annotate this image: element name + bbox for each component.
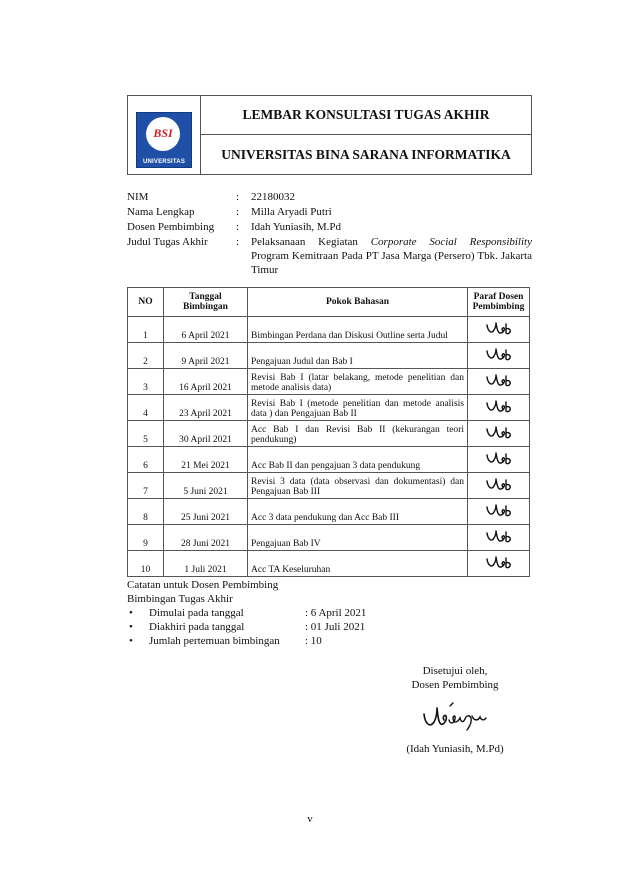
initials-signature-icon: [484, 372, 514, 391]
approval-line-1: Disetujui oleh,: [422, 665, 488, 677]
name-row: [127, 205, 532, 219]
advisor-row: [127, 220, 532, 234]
row-signature: [468, 395, 530, 421]
header-date: Tanggal Bimbingan: [164, 288, 248, 317]
logo-mark: BSI: [153, 126, 173, 140]
logo-cell: [128, 96, 201, 174]
header-box: [127, 95, 532, 175]
advisor-signature: [420, 700, 490, 736]
row-signature: [468, 473, 530, 499]
header-topic: Pokok Bahasan: [248, 288, 468, 317]
row-date: 9 April 2021: [164, 343, 248, 369]
table-header-row: [128, 288, 530, 317]
row-signature: [468, 499, 530, 525]
row-signature: [468, 317, 530, 343]
row-signature: [468, 551, 530, 577]
row-date: 21 Mei 2021: [164, 447, 248, 473]
notes-item: [127, 606, 366, 620]
colon: :: [236, 236, 240, 248]
initials-signature-icon: [484, 554, 514, 573]
row-topic: Acc TA Keseluruhan: [248, 551, 468, 577]
table-row: [128, 421, 530, 447]
table-row: [128, 473, 530, 499]
row-topic: Revisi Bab I (metode penelitian dan metode analisis data ) dan Pengajuan Bab II: [248, 395, 468, 421]
bullet-icon: •: [129, 621, 133, 633]
nim-value: 22180032: [251, 191, 295, 203]
row-number: 8: [128, 499, 164, 525]
notes-item: [127, 634, 366, 648]
row-topic: Pengajuan Judul dan Bab I: [248, 343, 468, 369]
consultation-table: [127, 287, 530, 577]
row-topic: Acc 3 data pendukung dan Acc Bab III: [248, 499, 468, 525]
row-number: 2: [128, 343, 164, 369]
initials-signature-icon: [484, 424, 514, 443]
notes-item-value: : 01 Juli 2021: [305, 621, 366, 633]
row-number: 3: [128, 369, 164, 395]
university-logo: [136, 112, 192, 168]
row-date: 5 Juni 2021: [164, 473, 248, 499]
notes-line-1: Catatan untuk Dosen Pembimbing: [127, 579, 279, 591]
row-date: 28 Juni 2021: [164, 525, 248, 551]
signer-name: (Idah Yuniasih, M.Pd): [406, 743, 504, 755]
bullet-icon: •: [129, 607, 133, 619]
initials-signature-icon: [484, 502, 514, 521]
table-row: [128, 551, 530, 577]
name-label: Nama Lengkap: [127, 206, 195, 218]
row-number: 6: [128, 447, 164, 473]
header-no: NO: [128, 288, 164, 317]
name-value: Milla Aryadi Putri: [251, 206, 332, 218]
thesis-title-value: [251, 235, 532, 277]
nim-label: NIM: [127, 191, 149, 203]
notes-item-value: : 10: [305, 635, 322, 647]
notes-section: [127, 578, 366, 648]
bullet-icon: •: [129, 635, 133, 647]
header-signature: Paraf Dosen Pembimbing: [468, 288, 530, 317]
row-number: 7: [128, 473, 164, 499]
thesis-title-label: Judul Tugas Akhir: [127, 236, 208, 248]
row-date: 6 April 2021: [164, 317, 248, 343]
table-row: [128, 447, 530, 473]
table-row: [128, 525, 530, 551]
thesis-title-pre: Pelaksanaan Kegiatan: [251, 236, 371, 248]
nim-row: [127, 190, 532, 204]
row-number: 9: [128, 525, 164, 551]
initials-signature-icon: [484, 398, 514, 417]
row-signature: [468, 525, 530, 551]
notes-item: [127, 620, 366, 634]
notes-line-2: Bimbingan Tugas Akhir: [127, 593, 233, 605]
advisor-value: Idah Yuniasih, M.Pd: [251, 221, 342, 233]
table-row: [128, 369, 530, 395]
thesis-title-italic: Corporate Social Responsibility: [370, 236, 532, 248]
row-number: 1: [128, 317, 164, 343]
row-topic: Pengajuan Bab IV: [248, 525, 468, 551]
initials-signature-icon: [484, 528, 514, 547]
initials-signature-icon: [484, 346, 514, 365]
table-row: [128, 395, 530, 421]
row-number: 10: [128, 551, 164, 577]
initials-signature-icon: [484, 450, 514, 469]
page-number: v: [307, 813, 313, 825]
row-topic: Bimbingan Perdana dan Diskusi Outline serta Judul: [248, 317, 468, 343]
row-topic: Revisi Bab I (latar belakang, metode penelitian dan metode analisis data): [248, 369, 468, 395]
row-signature: [468, 369, 530, 395]
table-row: [128, 499, 530, 525]
row-signature: [468, 343, 530, 369]
approval-line-2: Dosen Pembimbing: [411, 679, 499, 691]
notes-item-label: Diakhiri pada tanggal: [149, 621, 245, 633]
row-date: 25 Juni 2021: [164, 499, 248, 525]
advisor-label: Dosen Pembimbing: [127, 221, 215, 233]
initials-signature-icon: [484, 320, 514, 339]
thesis-title-post: Program Kemitraan Pada PT Jasa Marga (Persero) Tbk. Jakarta Timur: [251, 250, 532, 276]
row-topic: Revisi 3 data (data observasi dan dokumentasi) dan Pengajuan Bab III: [248, 473, 468, 499]
notes-item-label: Jumlah pertemuan bimbingan: [149, 635, 280, 647]
row-date: 1 Juli 2021: [164, 551, 248, 577]
row-topic: Acc Bab II dan pengajuan 3 data pendukung: [248, 447, 468, 473]
row-number: 4: [128, 395, 164, 421]
colon: :: [236, 221, 240, 233]
row-date: 16 April 2021: [164, 369, 248, 395]
notes-item-label: Dimulai pada tanggal: [149, 607, 244, 619]
colon: :: [236, 191, 240, 203]
table-row: [128, 343, 530, 369]
thesis-title-row: [127, 235, 532, 277]
row-topic: Acc Bab I dan Revisi Bab II (kekurangan teori pendukung): [248, 421, 468, 447]
colon: :: [236, 206, 240, 218]
row-signature: [468, 447, 530, 473]
table-row: [128, 317, 530, 343]
logo-emblem: [146, 117, 180, 151]
notes-item-value: : 6 April 2021: [305, 607, 367, 619]
row-signature: [468, 421, 530, 447]
row-date: 23 April 2021: [164, 395, 248, 421]
student-info: [127, 190, 532, 278]
logo-text: UNIVERSITAS: [142, 159, 186, 165]
initials-signature-icon: [484, 476, 514, 495]
university-name: UNIVERSITAS BINA SARANA INFORMATIKA: [221, 147, 511, 162]
document-title: LEMBAR KONSULTASI TUGAS AKHIR: [201, 96, 531, 135]
row-number: 5: [128, 421, 164, 447]
approval-block: [380, 664, 530, 692]
row-date: 30 April 2021: [164, 421, 248, 447]
